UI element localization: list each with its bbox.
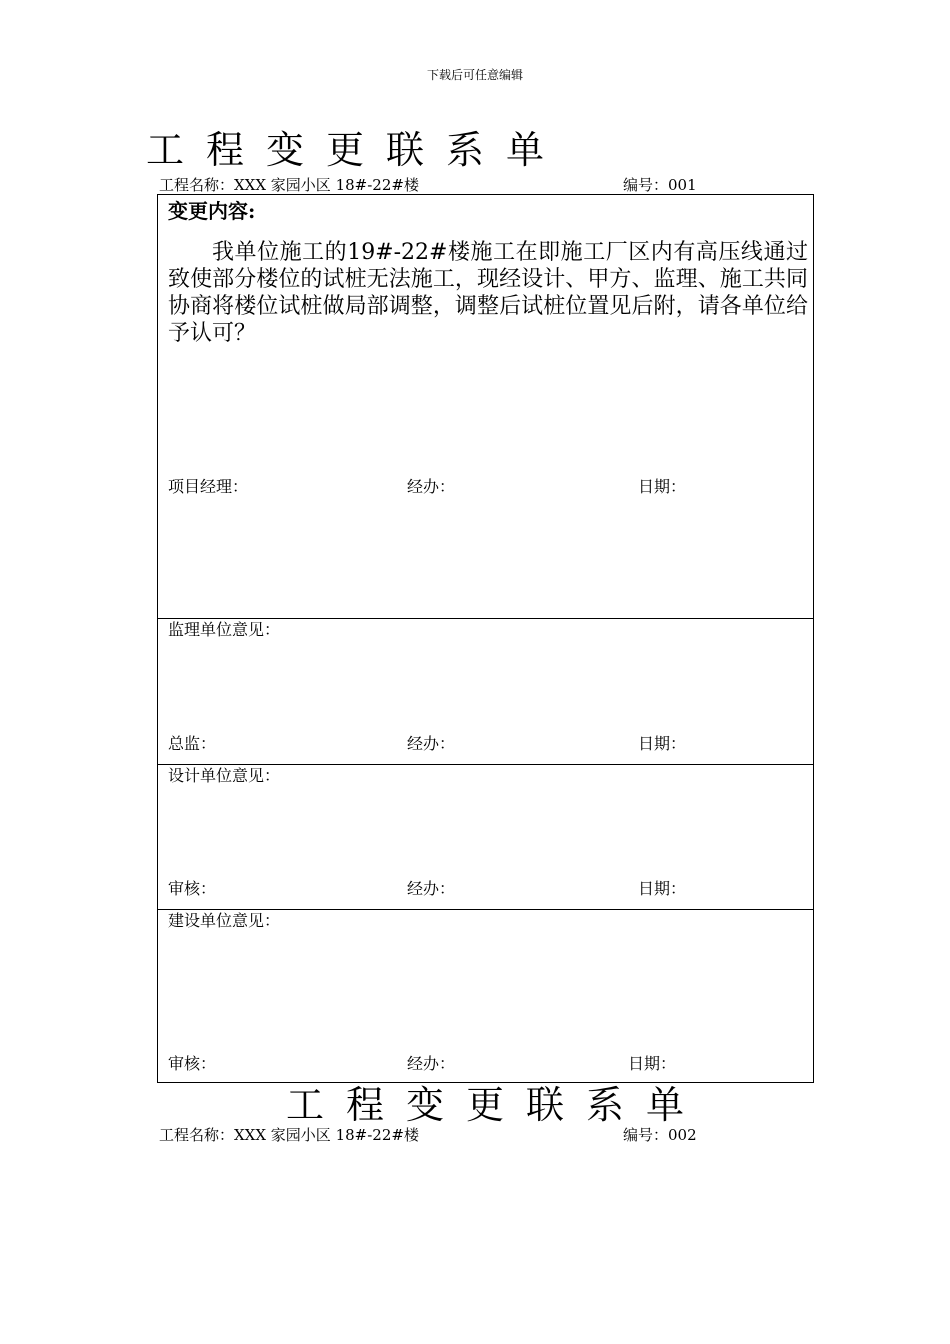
project-name: 工程名称：XXX 家园小区 18#-22#楼 bbox=[159, 176, 419, 194]
divider bbox=[158, 764, 813, 765]
reviewer-label: 审核： bbox=[168, 1054, 217, 1073]
change-content-text: 我单位施工的19#-22#楼施工在即施工厂区内有高压线通过致使部分楼位的试桩无法施工，现经设计、甲方、监理、施工共同协商将楼位试桩做局部调整，调整后试桩位置见后附，请各单位给予认可？ bbox=[168, 240, 808, 346]
header-note: 下载后可任意编辑 bbox=[426, 68, 523, 82]
form-title: 工程变更联系单 bbox=[146, 128, 567, 172]
date-label: 日期： bbox=[628, 1054, 677, 1073]
design-opinion-label: 设计单位意见： bbox=[168, 766, 281, 785]
supervision-opinion-label: 监理单位意见： bbox=[168, 620, 281, 639]
date-label: 日期： bbox=[638, 477, 687, 496]
chief-supervisor-label: 总监： bbox=[168, 734, 217, 753]
form-title-2: 工程变更联系单 bbox=[286, 1083, 707, 1127]
form-number: 编号：001 bbox=[623, 176, 697, 194]
form-number-2: 编号：002 bbox=[623, 1126, 697, 1144]
change-content-label: 变更内容: bbox=[168, 199, 256, 223]
handler-label: 经办： bbox=[407, 477, 456, 496]
project-manager-label: 项目经理： bbox=[168, 477, 249, 496]
date-label: 日期： bbox=[638, 879, 687, 898]
owner-opinion-label: 建设单位意见： bbox=[168, 911, 281, 930]
date-label: 日期： bbox=[638, 734, 687, 753]
project-name-2: 工程名称：XXX 家园小区 18#-22#楼 bbox=[159, 1126, 419, 1144]
divider bbox=[158, 618, 813, 619]
reviewer-label: 审核： bbox=[168, 879, 217, 898]
handler-label: 经办： bbox=[407, 734, 456, 753]
handler-label: 经办： bbox=[407, 879, 456, 898]
divider bbox=[158, 909, 813, 910]
handler-label: 经办： bbox=[407, 1054, 456, 1073]
change-form-table bbox=[157, 194, 814, 1083]
